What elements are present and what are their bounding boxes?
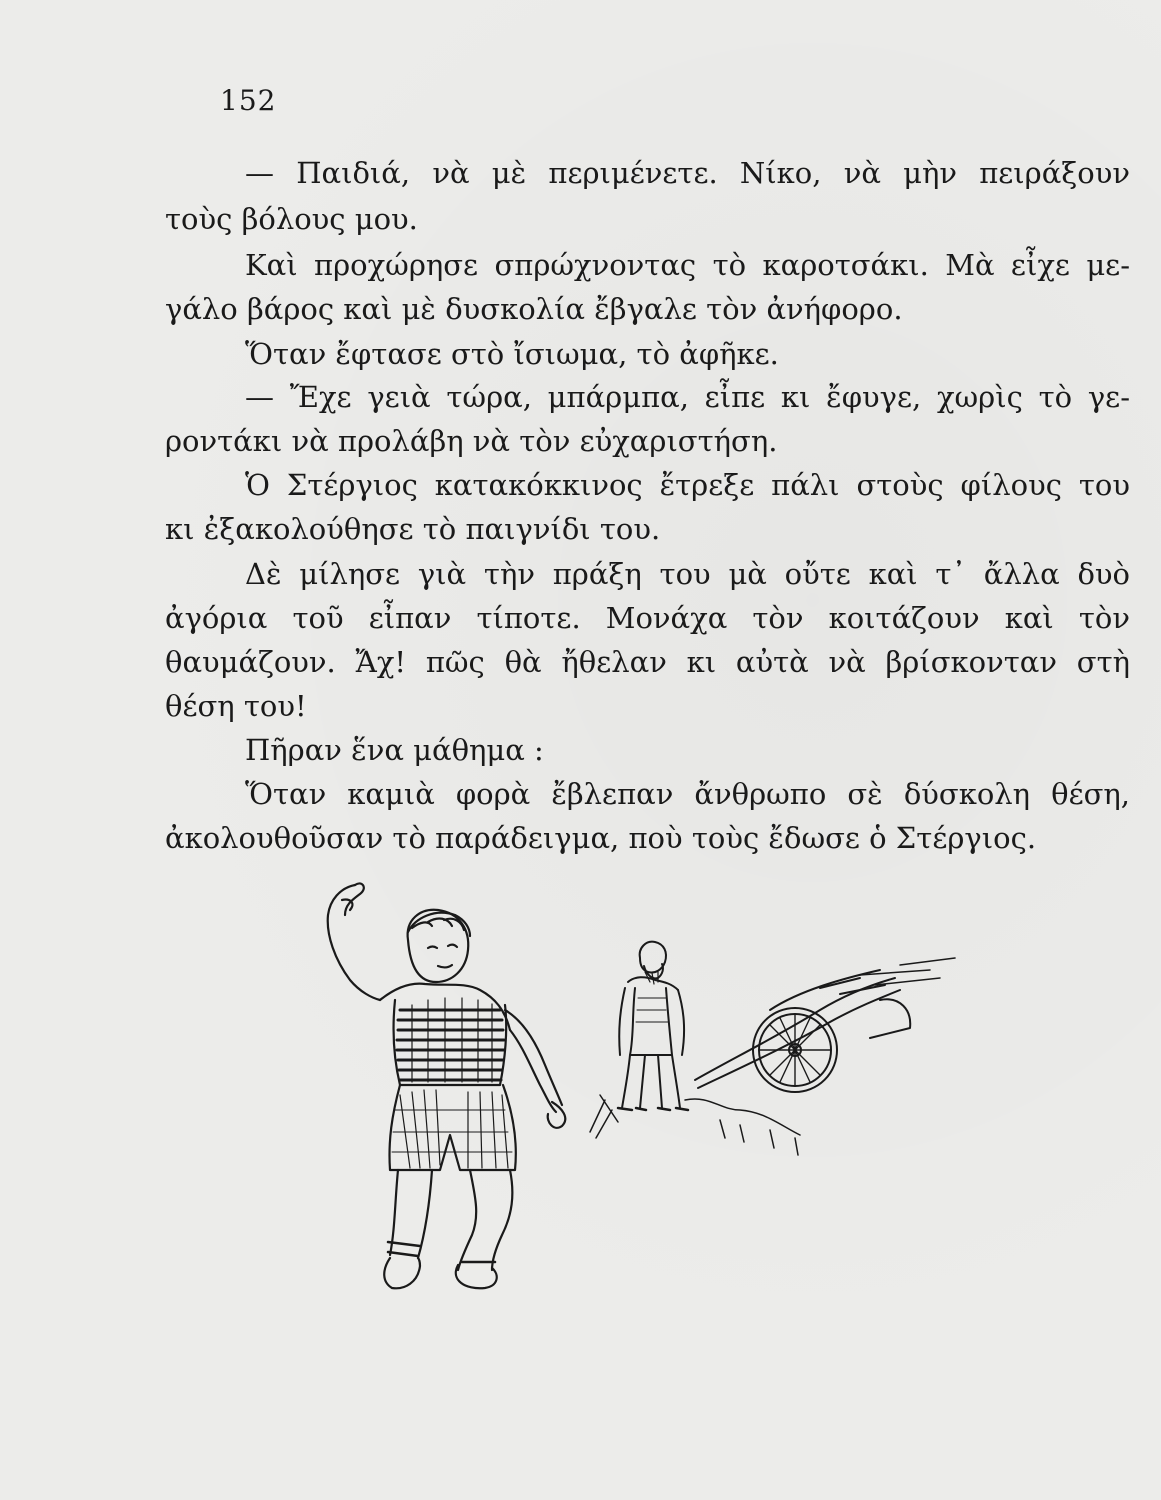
- text-line: τοὺς βόλους μου.: [165, 202, 418, 236]
- text-line: Ὁ Στέργιος κατακόκκινος ἔτρεξε πάλι στοὺς φίλους του: [245, 468, 1130, 502]
- text-line: ἀκολουθοῦσαν τὸ παράδειγμα, ποὺ τοὺς ἔδωσε ὁ Στέργιος.: [165, 821, 1037, 855]
- text-line: γάλο βάρος καὶ μὲ δυσκολία ἔβγαλε τὸν ἀνήφορο.: [165, 292, 903, 326]
- text-line: θαυμάζουν. Ἄχ! πῶς θὰ ἤθελαν κι αὐτὰ νὰ βρίσκονταν στὴ: [165, 645, 1130, 679]
- text-line: Δὲ μίλησε γιὰ τὴν πράξη του μὰ οὔτε καὶ τ᾽ ἄλλα δυὸ: [245, 557, 1130, 591]
- text-line: κι ἐξακολούθησε τὸ παιγνίδι του.: [165, 512, 661, 546]
- text-line: Ὅταν ἔφτασε στὸ ἴσιωμα, τὸ ἀφῆκε.: [245, 337, 779, 371]
- cart-drawing: [695, 958, 955, 1092]
- text-line: θέση του!: [165, 689, 307, 723]
- text-line: Πῆραν ἕνα μάθημα :: [245, 733, 544, 767]
- text-line: Ὅταν καμιὰ φορὰ ἔβλεπαν ἄνθρωπο σὲ δύσκολη θέση,: [245, 777, 1130, 811]
- text-line: ἀγόρια τοῦ εἶπαν τίποτε. Μονάχα τὸν κοιτάζουν καὶ τὸν: [165, 601, 1130, 635]
- text-line: Καὶ προχώρησε σπρώχνοντας τὸ καροτσάκι. Μὰ εἶχε με-: [245, 248, 1130, 282]
- text-line: ροντάκι νὰ προλάβη νὰ τὸν εὐχαριστήση.: [165, 424, 778, 458]
- text-line: — Παιδιά, νὰ μὲ περιμένετε. Νίκο, νὰ μὴν πειράξουν: [245, 156, 1130, 190]
- running-boy-drawing: [328, 883, 566, 1288]
- old-man-drawing: [618, 942, 688, 1110]
- page-number: 152: [220, 84, 277, 117]
- ink-illustration: [300, 870, 960, 1370]
- hill-slope-drawing: [590, 1095, 800, 1155]
- text-line: — Ἔχε γειὰ τώρα, μπάρμπα, εἶπε κι ἔφυγε, χωρὶς τὸ γε-: [245, 380, 1130, 414]
